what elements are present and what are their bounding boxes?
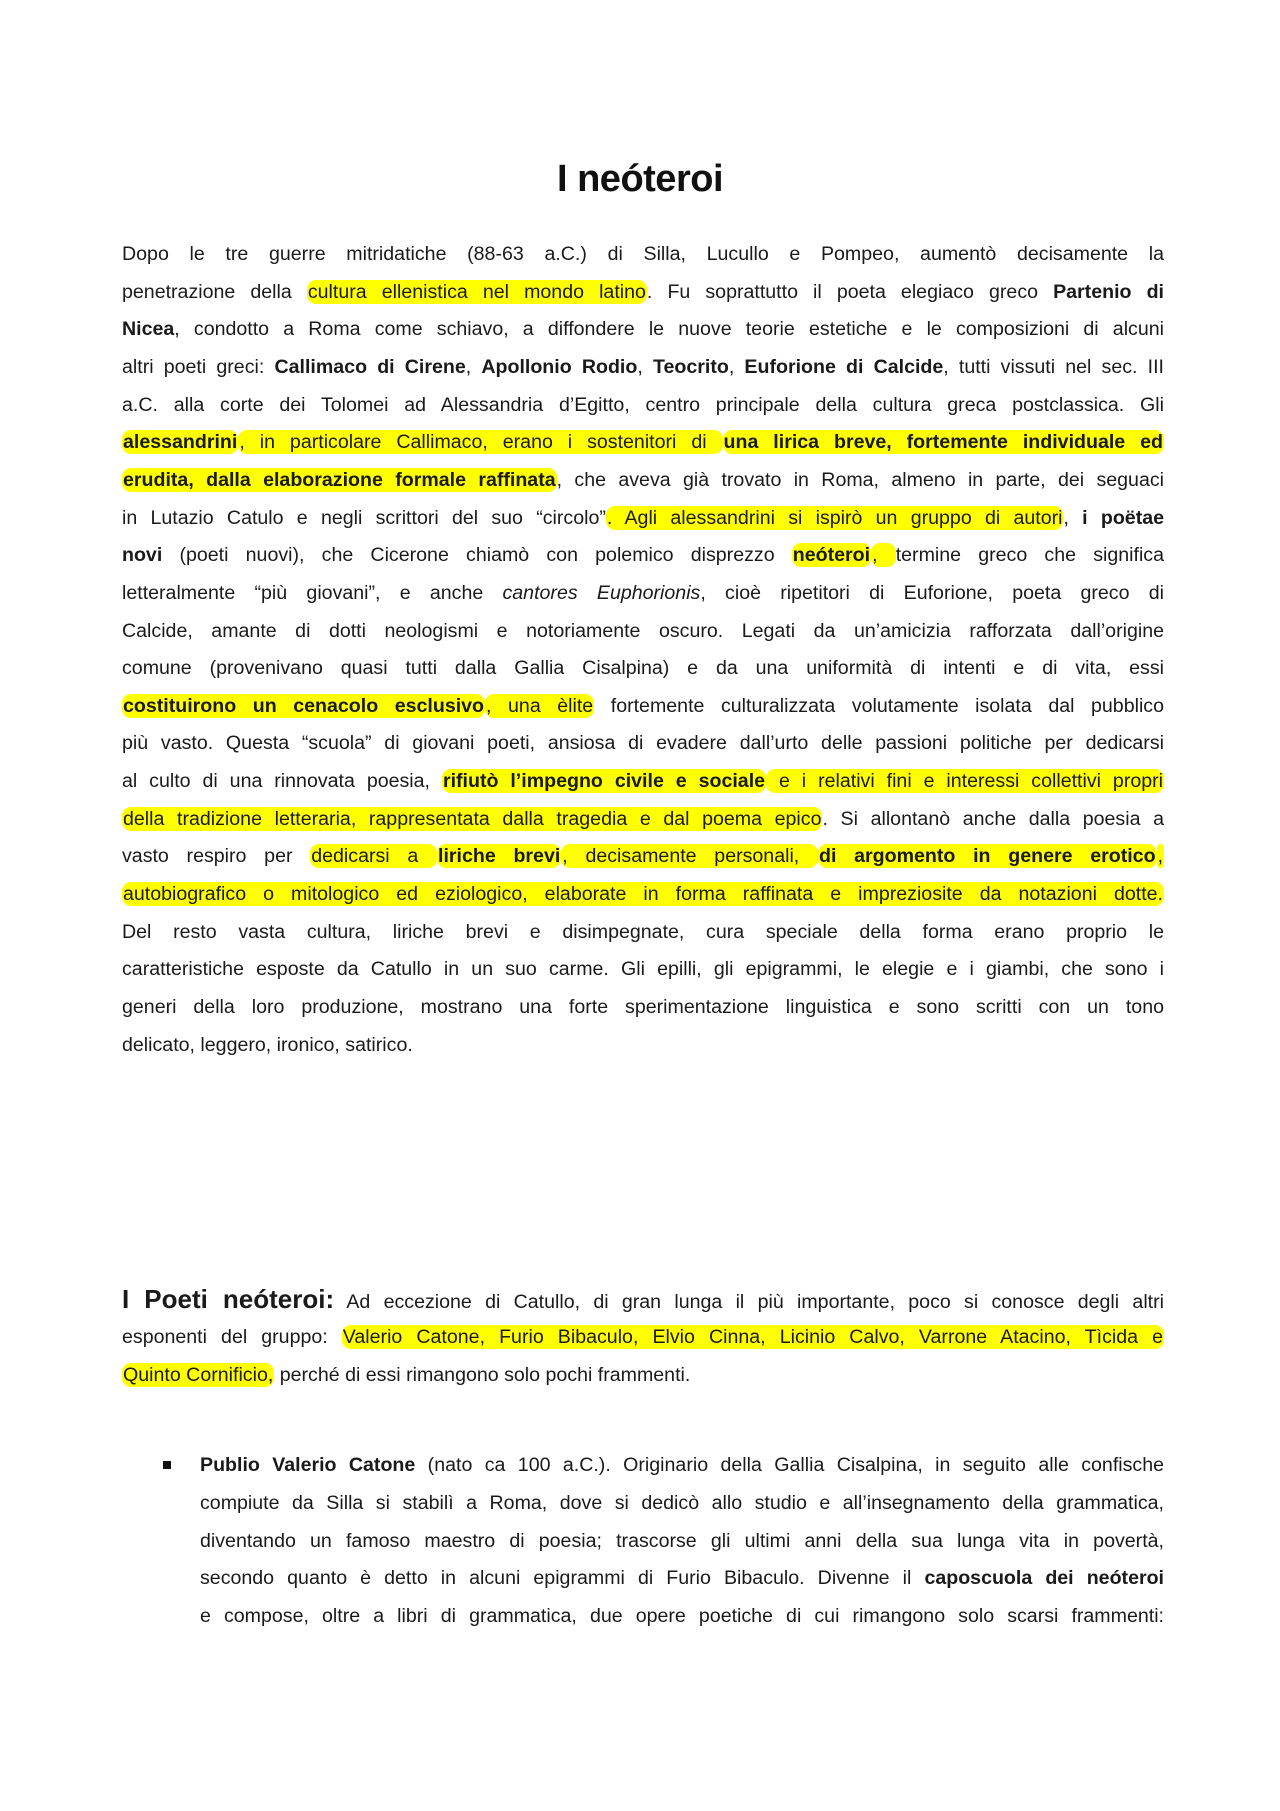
bold-text: novi xyxy=(122,544,163,566)
highlighted-text: di argomento in genere erotico xyxy=(818,845,1156,867)
text-run: altri poeti greci: xyxy=(122,356,275,378)
highlighted-text: Valerio Catone, Furio Bibaculo, Elvio Cinna, Licinio Calvo, Varrone Atacino, Tìcida e xyxy=(342,1326,1163,1348)
text-line xyxy=(122,917,1164,947)
text-line xyxy=(122,427,1164,457)
text-line xyxy=(122,1030,1164,1060)
text-line xyxy=(122,691,1164,721)
text-run: perché di essi rimangono solo pochi frammenti. xyxy=(274,1364,691,1386)
list-item-line xyxy=(200,1450,1164,1480)
highlighted-text: cultura ellenistica nel mondo latino xyxy=(307,281,646,303)
square-bullet-icon xyxy=(163,1461,171,1469)
highlighted-text: una lirica breve, fortemente individuale ed xyxy=(723,431,1163,453)
text-run: . Fu soprattutto il poeta elegiaco greco xyxy=(646,281,1054,303)
text-run: cantores Euphorionis xyxy=(502,582,701,604)
highlighted-text: della tradizione letteraria, rappresentata dalla tragedia e dal poema epico xyxy=(123,808,822,830)
text-run: e compose, oltre a libri di grammatica, due opere poetiche di cui rimangono solo scarsi frammenti: xyxy=(200,1605,1164,1627)
text-run: (nato ca 100 a.C.). Originario della Gallia Cisalpina, in seguito alle confische xyxy=(415,1454,1164,1476)
text-line xyxy=(122,804,1164,834)
text-run: , xyxy=(728,356,745,378)
bold-text: Apollonio Rodio xyxy=(481,356,638,378)
text-line xyxy=(122,277,1164,307)
section-heading: I Poeti neóteroi: xyxy=(122,1284,335,1314)
text-line xyxy=(122,239,1164,269)
text-run: vasto respiro per xyxy=(122,845,311,867)
text-run: , xyxy=(465,356,482,378)
highlighted-text: neóteroi xyxy=(792,544,871,566)
text-line xyxy=(122,728,1164,758)
text-run: (poeti nuovi), che Cicerone chiamò con polemico disprezzo xyxy=(162,544,792,566)
text-run: . Si allontanò anche dalla poesia a xyxy=(822,808,1164,830)
text-line xyxy=(122,954,1164,984)
highlighted-text: erudita, dalla elaborazione formale raffinata xyxy=(123,469,556,491)
text-run: fortemente culturalizzata volutamente isolata dal pubblico xyxy=(594,695,1164,717)
bold-text: Euforione di Calcide xyxy=(744,356,944,378)
text-run: , cioè ripetitori di Euforione, poeta greco di xyxy=(700,582,1164,604)
bold-text: Callimaco di Cirene xyxy=(274,356,466,378)
text-run: diventando un famoso maestro di poesia; trascorse gli ultimi anni della sua lunga vita in povertà, xyxy=(200,1530,1164,1552)
text-run: compiute da Silla si stabilì a Roma, dove si dedicò allo studio e all’insegnamento della grammatica, xyxy=(200,1492,1164,1514)
text-run: comune (provenivano quasi tutti dalla Gallia Cisalpina) e da una uniformità di intenti e di vita, essi xyxy=(122,657,1164,679)
text-run: penetrazione della xyxy=(122,281,307,303)
text-run: , che aveva già trovato in Roma, almeno in parte, dei seguaci xyxy=(556,469,1164,491)
text-line xyxy=(122,879,1164,909)
text-run: termine greco che significa xyxy=(895,544,1164,566)
text-run: secondo quanto è detto in alcuni epigrammi di Furio Bibaculo. Divenne il xyxy=(200,1567,925,1589)
text-run: , xyxy=(637,356,653,378)
text-line xyxy=(122,992,1164,1022)
text-run: Dopo le tre guerre mitridatiche (88-63 a.C.) di Silla, Lucullo e Pompeo, aumentò decisamente la xyxy=(122,243,1164,265)
highlighted-text: costituirono un cenacolo esclusivo xyxy=(123,695,485,717)
text-line xyxy=(122,465,1164,495)
highlighted-text: Quinto Cornificio, xyxy=(123,1364,274,1386)
text-run: più vasto. Questa “scuola” di giovani poeti, ansiosa di evadere dall’urto delle passioni politiche per dedicarsi xyxy=(122,732,1164,754)
highlighted-text: alessandrini xyxy=(123,431,238,453)
bold-text: i poëtae xyxy=(1082,507,1164,529)
highlighted-text: , una èlite xyxy=(486,695,594,717)
text-run: caratteristiche esposte da Catullo in un suo carme. Gli epilli, gli epigrammi, le elegie e i giambi, che sono i xyxy=(122,958,1164,980)
bold-text: Partenio di xyxy=(1053,281,1164,303)
text-line xyxy=(122,653,1164,683)
text-line xyxy=(122,390,1164,420)
bold-text: caposcuola dei neóteroi xyxy=(924,1567,1164,1589)
text-line xyxy=(122,766,1164,796)
text-line xyxy=(122,314,1164,344)
highlighted-text: , decisamente personali, xyxy=(562,845,817,867)
list-item-line xyxy=(200,1563,1164,1593)
text-line xyxy=(122,540,1164,570)
text-line xyxy=(122,1360,1164,1390)
text-run: esponenti del gruppo: xyxy=(122,1326,342,1348)
highlighted-text: liriche brevi xyxy=(438,845,561,867)
text-run: a.C. alla corte dei Tolomei ad Alessandria d’Egitto, centro principale della cultura greca postclassica. Gli xyxy=(122,394,1164,416)
text-run: generi della loro produzione, mostrano una forte sperimentazione linguistica e sono scritti con un tono xyxy=(122,996,1164,1018)
text-run: in Lutazio Catulo e negli scrittori del suo “circolo” xyxy=(122,507,606,529)
text-line xyxy=(122,1284,1164,1314)
bold-text: Publio Valerio Catone xyxy=(200,1454,416,1476)
bold-text: Nicea xyxy=(122,318,175,340)
text-run: letteralmente “più giovani”, e anche xyxy=(122,582,503,604)
text-run: delicato, leggero, ironico, satirico. xyxy=(122,1034,413,1056)
list-item-line xyxy=(200,1488,1164,1518)
bold-text: Teocrito xyxy=(652,356,729,378)
text-run: Ad eccezione di Catullo, di gran lunga il più importante, poco si conosce degli altri xyxy=(334,1291,1164,1313)
highlighted-text: autobiografico o mitologico ed eziologico, elaborate in forma raffinata e impreziosite da notazioni dotte. xyxy=(123,883,1163,905)
text-line xyxy=(122,841,1164,871)
highlighted-text: , xyxy=(872,544,895,566)
text-line xyxy=(122,1322,1164,1352)
highlighted-text: . Agli alessandrini si ispirò un gruppo di autori xyxy=(606,507,1063,529)
highlighted-text: , xyxy=(1157,845,1164,867)
highlighted-text: rifiutò l’impegno civile e sociale xyxy=(442,770,766,792)
highlighted-text: dedicarsi a xyxy=(311,845,437,867)
text-run: Del resto vasta cultura, liriche brevi e disimpegnate, cura speciale della forma erano proprio le xyxy=(122,921,1164,943)
text-line xyxy=(122,352,1164,382)
text-run: , xyxy=(1063,507,1083,529)
list-item-line xyxy=(200,1526,1164,1556)
text-run: , condotto a Roma come schiavo, a diffondere le nuove teorie estetiche e le composizioni di alcuni xyxy=(174,318,1164,340)
page-title: I neóteroi xyxy=(556,158,724,200)
text-run: Calcide, amante di dotti neologismi e notoriamente oscuro. Legati da un’amicizia rafforzata dall’origine xyxy=(122,620,1164,642)
text-run: al culto di una rinnovata poesia, xyxy=(122,770,442,792)
highlighted-text: e i relativi fini e interessi collettivi propri xyxy=(767,770,1164,792)
highlighted-text: , in particolare Callimaco, erano i sostenitori di xyxy=(239,431,722,453)
text-line xyxy=(122,578,1164,608)
list-item-line xyxy=(200,1601,1164,1631)
text-run: , tutti vissuti nel sec. III xyxy=(943,356,1164,378)
text-line xyxy=(122,503,1164,533)
text-line xyxy=(122,616,1164,646)
